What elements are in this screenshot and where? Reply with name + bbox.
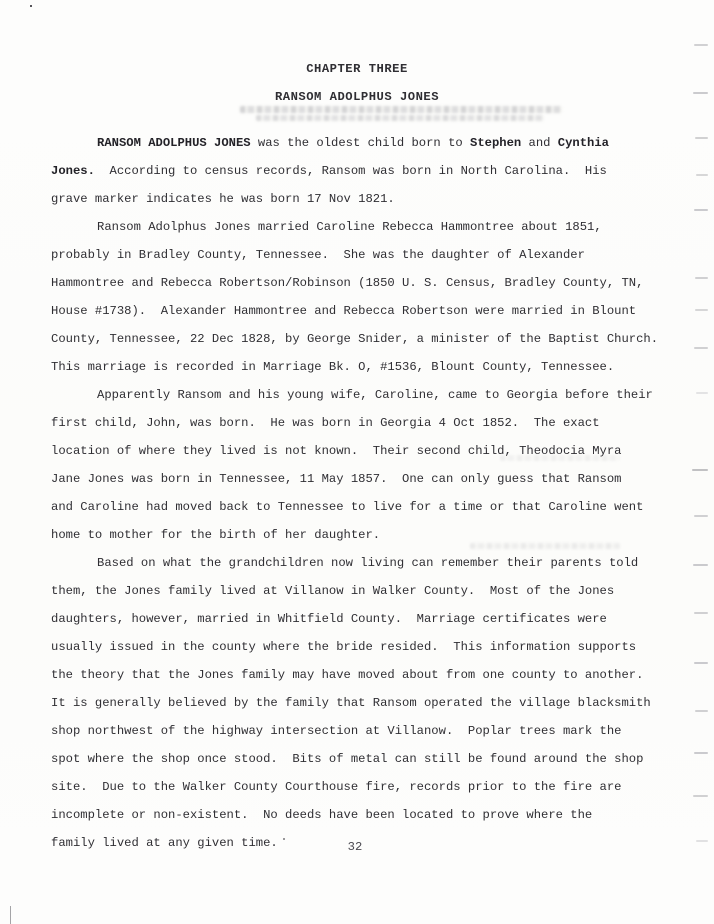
emphasized-text: Stephen [470, 136, 522, 150]
bleed-through-artifact [240, 106, 562, 113]
text-segment: location of where they lived is not known. Their second child, Theodocia Myra [51, 444, 622, 458]
text-line [0, 465, 714, 493]
text-line [0, 129, 714, 157]
text-line [0, 661, 714, 689]
text-segment: spot where the shop once stood. Bits of metal can still be found around the shop [51, 752, 644, 766]
text-line [0, 577, 714, 605]
text-line [0, 353, 714, 381]
body-text [0, 129, 714, 857]
text-line [0, 521, 714, 549]
scan-dash-mark [694, 44, 708, 46]
text-segment: This marriage is recorded in Marriage Bk. O, #1536, Blount County, Tennessee. [51, 360, 615, 374]
text-segment: site. Due to the Walker County Courthouse fire, records prior to the fire are [51, 780, 622, 794]
text-segment: County, Tennessee, 22 Dec 1828, by George Snider, a minister of the Baptist Church. [51, 332, 659, 346]
text-line [0, 605, 714, 633]
text-line [0, 269, 714, 297]
text-segment: the theory that the Jones family may have moved about from one county to another. [51, 668, 644, 682]
text-line [0, 185, 714, 213]
text-segment: and Caroline had moved back to Tennessee to live for a time or that Caroline went [51, 500, 644, 514]
text-segment: Jane Jones was born in Tennessee, 11 May 1857. One can only guess that Ransom [51, 472, 622, 486]
text-line [0, 745, 714, 773]
text-line [0, 549, 714, 577]
text-segment: them, the Jones family lived at Villanow in Walker County. Most of the Jones [51, 584, 615, 598]
chapter-heading: CHAPTER THREE [306, 62, 408, 76]
text-segment: and [521, 136, 558, 150]
text-segment: home to mother for the birth of her daughter. [51, 528, 381, 542]
text-line [0, 773, 714, 801]
scan-speck [30, 5, 32, 7]
text-segment: shop northwest of the highway intersection at Villanow. Poplar trees mark the [51, 724, 622, 738]
text-line [0, 157, 714, 185]
emphasized-text: RANSOM ADOLPHUS JONES [97, 136, 251, 150]
page-number: 32 [347, 840, 363, 854]
text-segment: usually issued in the county where the bride resided. This information supports [51, 640, 637, 654]
text-line [0, 325, 714, 353]
page-title: RANSOM ADOLPHUS JONES [274, 90, 440, 104]
text-line [0, 717, 714, 745]
emphasized-text: Jones. [51, 164, 95, 178]
text-segment: family lived at any given time. [51, 836, 278, 850]
text-line [0, 493, 714, 521]
text-segment: first child, John, was born. He was born in Georgia 4 Oct 1852. The exact [51, 416, 600, 430]
text-line [0, 633, 714, 661]
text-line [0, 689, 714, 717]
emphasized-text: Cynthia [557, 136, 609, 150]
text-segment: According to census records, Ransom was born in North Carolina. His [94, 164, 607, 178]
text-segment: It is generally believed by the family that Ransom operated the village blacksmith [51, 696, 651, 710]
text-segment: incomplete or non-existent. No deeds have been located to prove where the [51, 808, 593, 822]
text-line [0, 297, 714, 325]
text-line [0, 381, 714, 409]
text-segment: grave marker indicates he was born 17 Nov 1821. [51, 192, 395, 206]
text-line [0, 213, 714, 241]
text-segment: probably in Bradley County, Tennessee. She was the daughter of Alexander [51, 248, 585, 262]
text-line [0, 241, 714, 269]
bleed-through-artifact [256, 115, 544, 121]
text-segment: Apparently Ransom and his young wife, Caroline, came to Georgia before their [97, 388, 653, 402]
scan-edge-line [10, 906, 11, 924]
text-segment: Based on what the grandchildren now living can remember their parents told [97, 556, 639, 570]
text-segment: daughters, however, married in Whitfield County. Marriage certificates were [51, 612, 607, 626]
text-segment: was the oldest child born to [250, 136, 471, 150]
text-segment: Ransom Adolphus Jones married Caroline Rebecca Hammontree about 1851, [97, 220, 602, 234]
text-line [0, 801, 714, 829]
text-line [0, 437, 714, 465]
text-segment: Hammontree and Rebecca Robertson/Robinson (1850 U. S. Census, Bradley County, TN, [51, 276, 644, 290]
text-segment: House #1738). Alexander Hammontree and Rebecca Robertson were married in Blount [51, 304, 637, 318]
text-line [0, 409, 714, 437]
